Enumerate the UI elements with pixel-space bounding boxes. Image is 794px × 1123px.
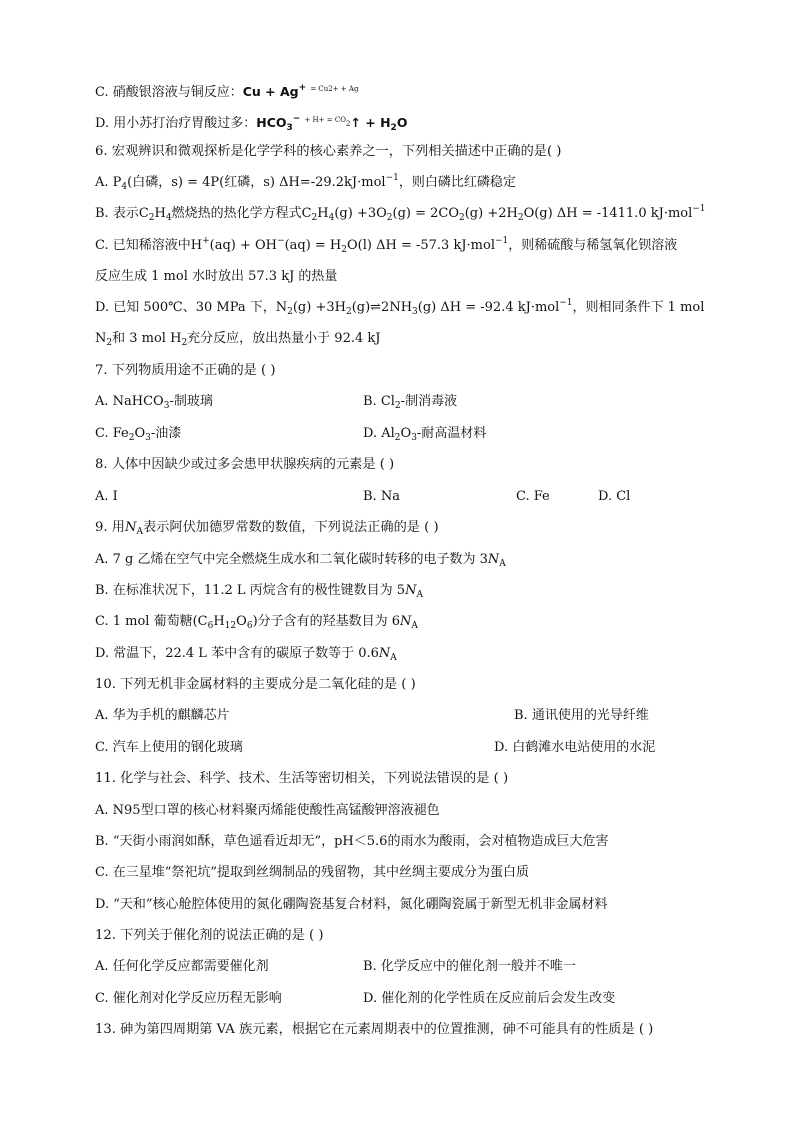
option-text: A. NaHCO [95,394,164,409]
question-8-option-c: C. Fe [516,489,550,504]
option-text: D. 常温下，22.4 L 苯中含有的碳原子数等于 0.6 [95,646,379,661]
option-text: ，则白磷比红磷稳定 [398,175,516,190]
option-text: O [134,426,146,441]
question-11-option-d: D. “天和”核心舱腔体使用的氮化硼陶瓷基复合材料，氮化硼陶瓷属于新型无机非金属材料 [95,897,608,912]
option-text: (g) ΔH = -92.4 kJ·mol [417,300,560,315]
option-text: B. 在标准状况下，11.2 L 丙烷含有的极性键数目为 5 [95,583,406,598]
option-small-text: + H+ = [304,116,335,124]
question-7-stem: 7. 下列物质用途不正确的是 ( ) [95,363,276,378]
option-small-text: = Cu2+ + Ag [310,85,359,93]
question-11-stem: 11. 化学与社会、科学、技术、生活等密切相关，下列说法错误的是 ( ) [95,771,509,786]
option-text: 充分反应，放出热量小于 92.4 kJ [187,331,381,346]
question-9-option-b: B. 在标准状况下，11.2 L 丙烷含有的极性键数目为 $5N_A$ [95,583,423,600]
question-8-option-d: D. Cl [598,489,631,504]
option-text: (g)⇌2NH [351,300,413,315]
question-9-option-d: D. 常温下，22.4 L 苯中含有的碳原子数等于 $0.6N_A$ [95,646,397,663]
option-text: B. Cl [363,394,395,409]
question-10-stem: 10. 下列无机非金属材料的主要成分是二氧化硅的是 ( ) [95,677,416,692]
option-text: C. 已知稀溶液中H [95,238,203,253]
option-d-baking-soda: D. 用小苏打治疗胃酸过多：$HCO_3^-$ $^{+ H+ =}$ $^{CO}$2↑ + $H_2O$ [95,114,408,133]
question-10-option-a: A. 华为手机的麒麟芯片 [95,708,230,723]
option-text: C. Fe [95,426,129,441]
option-small-text: CO [334,116,346,124]
question-11-option-c: C. 在三星堆“祭祀坑”提取到丝绸制品的残留物，其中丝绸主要成分为蛋白质 [95,865,530,880]
question-9-option-c: C. 1 mol 葡萄糖$(C_6H_{12}O_6)$分子含有的羟基数目为 $6N_A$ [95,614,418,631]
option-text: (白磷，s) = 4P(红磷，s) ΔH=-29.2kJ·mol [127,175,386,190]
option-text: D. 用小苏打治疗胃酸过多： [95,116,257,131]
question-11-option-a: A. N95型口罩的核心材料聚丙烯能使酸性高锰酸钾溶液褪色 [95,803,440,818]
question-9-stem: 9. 用$N_A$表示阿伏加德罗常数的数值，下列说法正确的是 ( ) [95,520,439,537]
option-text: D. 已知 500℃、30 MPa 下，N [95,300,288,315]
question-10-option-c: C. 汽车上使用的钢化玻璃 [95,740,243,755]
option-text: C. 1 mol 葡萄糖(C [95,614,208,629]
question-6-option-c-line1: C. 已知稀溶液中$H^+(aq) + OH^-(aq) = H_2O(l) \Delta H = -57.3$ kJ·mol$^{-1}$，则稀硫酸与稀氢氧化钡溶液 [95,236,678,255]
option-text: A. 7 g 乙烯在空气中完全燃烧生成水和二氧化碳时转移的电子数为 3 [95,552,488,567]
question-12-option-c: C. 催化剂对化学反应历程无影响 [95,991,282,1006]
question-7-option-a: A. NaHCO$_3$-制玻璃 [95,394,213,411]
option-text: O(g) ΔH = -1411.0 kJ·mol [523,206,693,221]
question-10-option-b: B. 通讯使用的光导纤维 [514,708,649,723]
question-7-option-c: C. $Fe_2O_3-$油漆 [95,426,182,443]
option-text: -制玻璃 [169,394,213,409]
question-6-option-b: B. 表示$C_2H_4$燃烧热的热化学方程式$C_2H_4(g) +3O_2(g) = 2CO_2(g) +2H_2O(g) \Delta H = -1411.0$ kJ·mol$^{-1}$ [95,204,706,223]
stem-text: 9. 用 [95,520,125,535]
question-12-option-b: B. 化学反应中的催化剂一般并不唯一 [363,959,576,974]
option-text: -制消毒液 [400,394,458,409]
question-12-stem: 12. 下列关于催化剂的说法正确的是 ( ) [95,928,324,943]
option-text: N [95,331,107,346]
question-7-option-d: D. $Al_2O_3-$耐高温材料 [363,426,487,443]
question-12-option-d: D. 催化剂的化学性质在反应前后会发生改变 [363,991,616,1006]
option-text: (aq) + OH [209,238,278,253]
option-text: B. 表示C [95,206,149,221]
option-text: -耐高温材料 [416,426,487,441]
question-6-option-d-line1: D. 已知 500℃、30 MPa 下，$N_2(g)$ $+3H_2(g)\rightleftharpoons 2NH_3(g) \Delta H = -92.4$ kJ·mol$^{-1}$，则相同条件下 1 mol [95,298,705,317]
option-text: )分子含有的羟基数目为 6 [252,614,401,629]
question-6-option-d-line2: $N_2$和 3 mol $H_2$充分反应，放出热量小于 92.4 kJ [95,331,381,348]
question-7-option-b: B. $Cl_2-$制消毒液 [363,394,458,411]
option-text: 和 3 mol H [112,331,182,346]
question-8-option-a: A. I [95,489,118,504]
question-12-option-a: A. 任何化学反应都需要催化剂 [95,959,269,974]
option-text: 燃烧热的热化学方程式C [171,206,312,221]
option-text: D. Al [363,426,395,441]
option-text: O [400,426,412,441]
question-6-option-a: A. $P_4$(白磷，s) = 4P(红磷，s) ΔH=-29.2kJ·mol$^{-1}$，则白磷比红磷稳定 [95,173,516,192]
option-text: (g) = 2CO [392,206,459,221]
option-text: C. 硝酸银溶液与铜反应： [95,85,243,100]
option-text: -油漆 [150,426,182,441]
option-c-silver-nitrate: C. 硝酸银溶液与铜反应：Cu + Ag+ $^{= Cu2+ + Ag}$ [95,83,359,100]
option-text: ，则稀硫酸与稀氢氧化钡溶液 [508,238,678,253]
question-8-stem: 8. 人体中因缺少或过多会患甲状腺疾病的元素是 ( ) [95,457,395,472]
question-10-option-d: D. 白鹤滩水电站使用的水泥 [494,740,656,755]
option-text: ，则相同条件下 1 mol [572,300,705,315]
question-13-stem: 13. 砷为第四周期第 VA 族元素，根据它在元素周期表中的位置推测，砷不可能具有的性质是 ( ) [95,1022,654,1037]
question-6-option-c-line2: 反应生成 1 mol 水时放出 57.3 kJ 的热量 [95,269,338,284]
option-text: (g) +3O [334,206,387,221]
question-6-stem: 6. 宏观辨识和微观探析是化学学科的核心素养之一，下列相关描述中正确的是( ) [95,144,562,159]
stem-text: 表示阿伏加德罗常数的数值，下列说法正确的是 ( ) [143,520,439,535]
question-8-option-b: B. Na [363,489,400,504]
option-text: O(l) ΔH = -57.3 kJ·mol [347,238,495,253]
question-9-option-a: A. 7 g 乙烯在空气中完全燃烧生成水和二氧化碳时转移的电子数为 $3N_A$ [95,552,506,569]
option-text: A. P [95,175,122,190]
question-11-option-b: B. “天街小雨润如酥，草色遥看近却无”，pH＜5.6的雨水为酸雨，会对植物造成巨大危害 [95,834,609,849]
option-text: (g) +2H [464,206,518,221]
option-text: (g) +3H [292,300,346,315]
option-text: (aq) = H [284,238,342,253]
